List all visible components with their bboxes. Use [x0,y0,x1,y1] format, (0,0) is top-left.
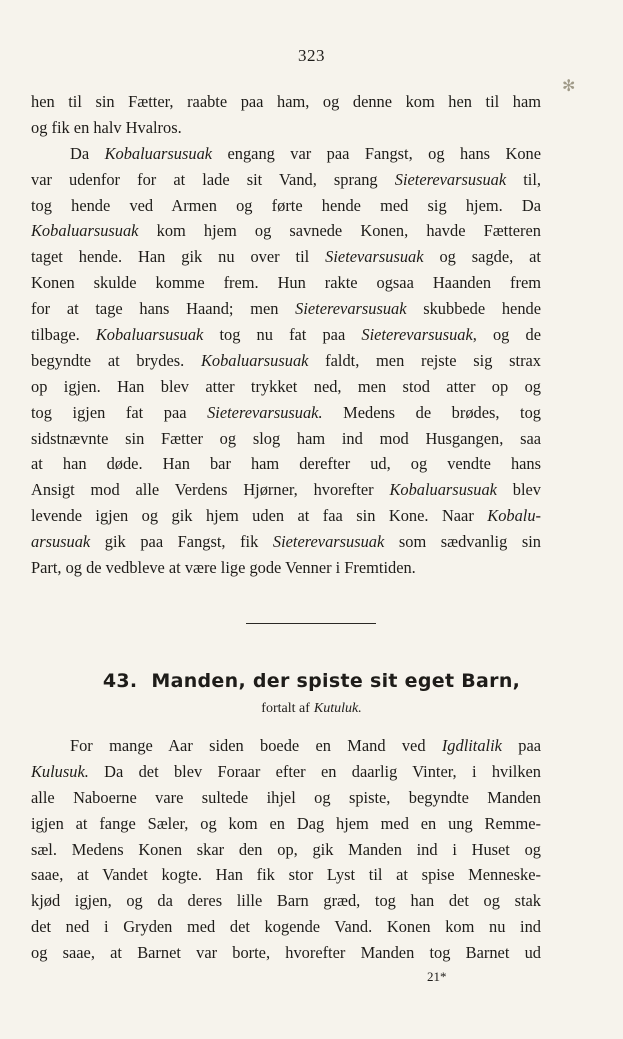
text-segment: begyndte at brydes. [31,350,201,370]
text-segment: Part, og de vedbleve at være lige gode Venner i Fremtiden. [31,558,416,578]
text-line [31,811,541,837]
text-segment: Da det blev Foraar efter en daarlig Vinter, i hvilken [88,761,541,781]
italic-name: Sieterevarsusuak. [207,402,323,422]
text-line [31,529,541,555]
text-line [31,888,541,914]
text-line [31,733,541,759]
text-line [31,244,541,270]
text-line [31,862,541,888]
page-number: 323 [298,46,325,65]
section-number: 43. [102,670,138,692]
text-line [31,451,541,477]
text-segment: Da [70,143,105,163]
text-segment: gik paa Fangst, fik [90,532,273,552]
text-segment: engang var paa Fangst, og hans Kone [212,143,541,163]
text-line [31,167,541,193]
subtitle-prefix: fortalt af [261,701,310,716]
text-segment: sæl. Medens Konen skar den op, gik Manden ind i Huset og [31,839,541,859]
italic-name: Kobaluarsusuak [200,350,309,370]
page-stain: ✻ [562,78,576,95]
text-segment: var udenfor for at lade sit Vand, sprang [31,169,395,189]
text-segment: op igjen. Han blev atter trykket ned, men stod atter op og [31,376,541,396]
italic-name: Sieterevarsusuak [272,532,385,552]
text-segment: For mange Aar siden boede en Mand ved [70,736,442,755]
italic-name: Kulusuk. [31,761,89,781]
section-divider [246,623,376,624]
text-segment: kom hjem og savnede Konen, havde Fætteren [138,221,541,241]
text-segment: Medens de brødes, tog [322,402,541,422]
italic-name: Kobaluarsusuak [95,325,204,345]
text-line [31,477,541,503]
text-segment: igjen at fange Sæler, og kom en Dag hjem med en ung Remme- [31,813,541,833]
italic-name: Igdlitalik [441,736,502,755]
text-line [31,426,541,452]
text-segment: , og de [472,325,541,345]
text-line [31,837,541,863]
text-line [31,785,541,811]
text-line [31,322,541,348]
text-line [31,141,541,167]
text-segment: paa [501,736,541,755]
text-line [31,348,541,374]
italic-name: Kobalu- [487,506,541,526]
text-segment: skubbede hende [406,299,541,319]
italic-name: Kobaluarsusuak [104,143,213,163]
text-segment: og fik en halv Hvalros. [31,117,182,137]
text-segment: saae, at Vandet kogte. Han fik stor Lyst til at spise Menneske- [31,865,541,885]
italic-name: Kobaluarsusuak [31,221,139,241]
italic-name: arsusuak [31,532,91,552]
text-line [31,296,541,322]
italic-name: Sieterevarsusuak [295,299,407,319]
text-line [31,555,541,581]
text-segment: at han døde. Han bar ham derefter ud, og vendte hans [31,454,541,474]
italic-name: Kobaluarsusuak [389,480,497,500]
narrator-name: Kutuluk. [313,701,362,716]
italic-name: Sieterevarsusuak [394,169,507,189]
text-segment: kjød igjen, og da deres lille Barn græd, tog han det og stak [31,891,541,911]
section-subtitle [0,701,623,717]
text-segment: tilbage. [31,325,96,345]
text-line [31,759,541,785]
italic-name: Sietevarsusuak [325,247,424,267]
text-segment: for at tage hans Haand; men [31,299,296,319]
signature-mark: 21* [427,969,447,984]
paragraph-2 [31,733,541,966]
text-segment: hen til sin Fætter, raabte paa ham, og denne kom hen til ham [31,92,541,111]
text-segment: og sagde, at [423,247,541,267]
text-line [31,503,541,529]
text-segment: tog nu fat paa [203,325,362,345]
text-line [31,218,541,244]
text-segment: tog igjen fat paa [31,402,208,422]
text-segment: til, [506,169,541,189]
text-segment: og saae, at Barnet var borte, hvorefter Manden tog Barnet ud [31,943,541,963]
text-segment: levende igjen og gik hjem uden at faa sin Kone. Naar [31,506,488,526]
section-title [0,670,623,692]
text-segment: blev [496,480,541,500]
text-segment: taget hende. Han gik nu over til [31,247,326,267]
text-segment: tog hende ved Armen og førte hende med sig hjem. Da [31,195,541,215]
text-segment: Ansigt mod alle Verdens Hjørner, hvorefter [31,480,390,500]
text-line [31,193,541,219]
text-line [31,914,541,940]
text-line [31,940,541,966]
text-segment: faldt, men rejste sig strax [308,350,541,370]
text-segment: alle Naboerne vare sultede ihjel og spiste, begyndte Manden [31,787,541,807]
text-segment: Konen skulde komme frem. Hun rakte ogsaa Haanden frem [31,273,541,293]
text-line [31,89,541,115]
text-line [31,400,541,426]
section-title-text: Manden, der spiste sit eget Barn, [151,670,521,692]
text-segment: det ned i Gryden med det kogende Vand. Konen kom nu ind [31,917,541,937]
text-segment: som sædvanlig sin [384,532,541,552]
italic-name: Sieterevarsusuak [361,325,473,345]
text-line [31,374,541,400]
paragraph-1 [31,89,541,581]
text-segment: sidstnævnte sin Fætter og slog ham ind mod Husgangen, saa [31,428,541,448]
text-line [31,115,541,141]
text-line [31,270,541,296]
